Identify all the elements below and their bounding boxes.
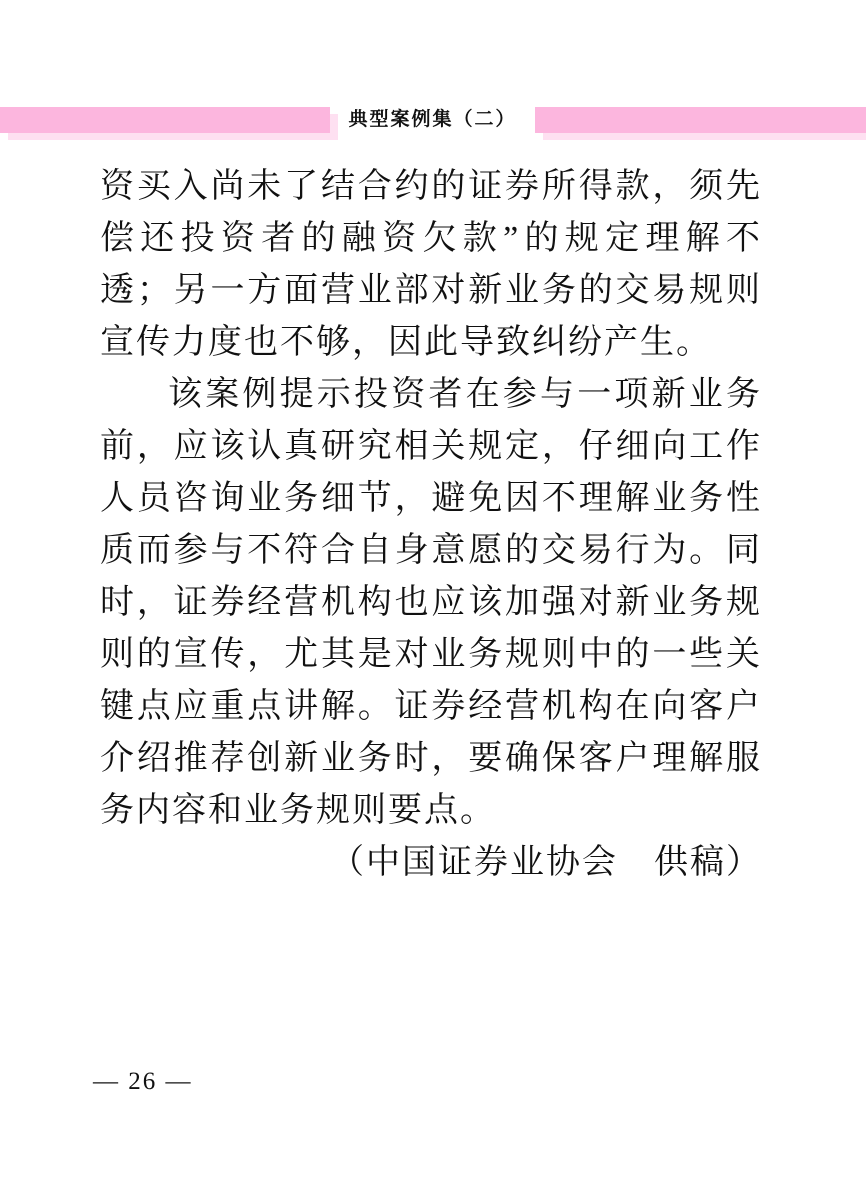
attribution-line: （中国证券业协会 供稿）: [330, 844, 762, 881]
page-number: — 26 —: [93, 1068, 193, 1095]
running-head-title: 典型案例集（二）: [348, 109, 517, 130]
header-pink-bar-right: [535, 107, 866, 133]
paragraph-continued: 资买入尚未了结合约的证券所得款，须先偿还投资者的融资欠款”的规定理解不透；另一方面营业部对新业务的交易规则宣传力度也不够，因此导致纠纷产生。: [100, 168, 762, 361]
header-pink-bar-left: [0, 107, 330, 133]
body-text: [100, 161, 762, 889]
paragraph-case-advice: 该案例提示投资者在参与一项新业务前，应该认真研究相关规定，仔细向工作人员咨询业务细节，避免因不理解业务性质而参与不符合自身意愿的交易行为。同时，证券经营机构也应该加强对新业务规则的宣传，尤其是对业务规则中的一些关键点应重点讲解。证券经营机构在向客户介绍推荐创新业务时，要确保客户理解服务内容和业务规则要点。: [100, 376, 762, 829]
running-head: [0, 107, 866, 133]
